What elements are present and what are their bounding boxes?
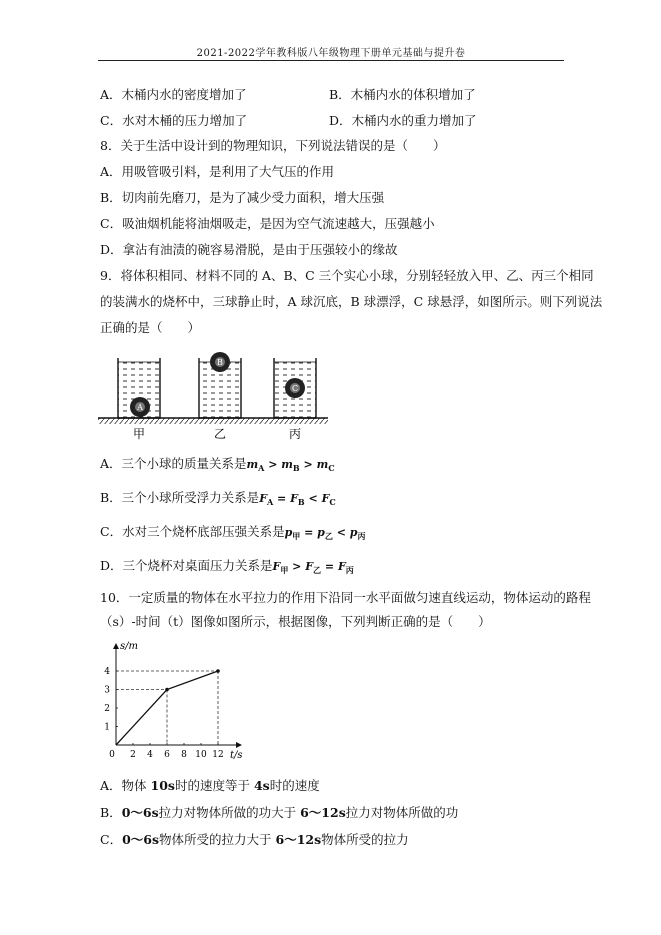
- q10-option-a-prefix: A．物体: [100, 778, 151, 793]
- page-header: 2021-2022学年教科版八年级物理下册单元基础与提升卷: [196, 48, 466, 59]
- q10-option-c-suffix: 物体所受的拉力: [321, 832, 409, 847]
- q10-option-c-time1: 0～6s: [122, 832, 160, 847]
- q10-option-b-prefix: B．: [100, 805, 122, 820]
- beaker-jia: [118, 358, 160, 418]
- q9-option-b-text: B．三个小球所受浮力关系是: [100, 490, 260, 505]
- data-point: [165, 688, 169, 692]
- x-tick-label: 2: [130, 750, 136, 760]
- q10-option-c-middle: 物体所受的拉力大于: [159, 832, 276, 847]
- q10-option-b-middle: 拉力对物体所做的功大于: [158, 805, 301, 820]
- q9-option-b-formula: $F_A = F_B < F_C$: [259, 492, 336, 507]
- y-tick-label: 1: [104, 722, 110, 733]
- q10-option-b-time1: 0～6s: [121, 805, 159, 820]
- q9-option-a-formula: $m_A > m_B > m_C$: [246, 458, 335, 473]
- q8-option-d: D．拿沾有油渍的碗容易滑脱，是由于压强较小的缘故: [100, 242, 398, 257]
- beaker-label-yi: 乙: [213, 427, 227, 441]
- x-axis-arrow: [236, 742, 242, 748]
- x-tick-label: 12: [212, 750, 224, 760]
- q7-option-a: A．木桶内水的密度增加了: [100, 87, 247, 102]
- q8-option-a: A．用吸管吸引料，是利用了大气压的作用: [100, 164, 335, 179]
- s-t-chart: [98, 640, 298, 770]
- q10-option-a-time2: 4s: [253, 778, 270, 793]
- q7-option-c: C．水对木桶的压力增加了: [100, 113, 248, 128]
- q9-stem-line1: 9．将体积相同、材料不同的 A、B、C 三个实心小球，分别轻轻放入甲、乙、丙三个相同: [100, 268, 594, 283]
- data-point: [216, 669, 220, 673]
- q7-option-d: D．木桶内水的重力增加了: [329, 113, 477, 128]
- beaker-label-bing: 丙: [288, 427, 302, 441]
- y-tick-label: 3: [104, 685, 110, 696]
- q8-option-b: B．切肉前先磨刀，是为了减少受力面积，增大压强: [100, 190, 385, 205]
- q10-option-c: [100, 832, 409, 848]
- q9-option-d-formula: $F_甲 > F_乙 = F_丙$: [272, 560, 354, 575]
- q10-stem-line2: （s）-时间（t）图像如图所示，根据图像，下列判断正确的是（ ）: [100, 614, 491, 629]
- q9-option-b: [100, 490, 336, 510]
- q9-option-d: [100, 558, 354, 578]
- q10-option-c-prefix: C．: [100, 832, 123, 847]
- x-tick-label: 4: [147, 750, 153, 760]
- beakers-figure: [98, 348, 328, 443]
- q10-option-b-suffix: 拉力对物体所做的功: [345, 805, 459, 820]
- q10-stem-line1: 10．一定质量的物体在水平拉力的作用下沿同一水平面做匀速直线运动，物体运动的路程: [100, 590, 591, 605]
- beaker-bing: [274, 358, 316, 418]
- ball-c-label: C: [291, 384, 299, 393]
- ball-a-label: A: [137, 403, 143, 412]
- q9-option-c-text: C．水对三个烧杯底部压强关系是: [100, 524, 285, 539]
- series-line: [116, 671, 218, 745]
- y-tick-label: 4: [104, 667, 110, 677]
- q9-stem-line3: 正确的是（ ）: [100, 320, 201, 335]
- y-tick-label: 2: [104, 704, 110, 714]
- q9-option-a-text: A．三个小球的质量关系是: [100, 456, 247, 471]
- q10-option-b-time2: 6～12s: [300, 805, 346, 820]
- x-tick-label: 6: [164, 750, 170, 760]
- q9-option-d-text: D．三个烧杯对桌面压力关系是: [100, 558, 273, 573]
- q9-option-c: [100, 524, 365, 544]
- x-tick-label: 0: [109, 750, 115, 760]
- q8-option-c: C．吸油烟机能将油烟吸走，是因为空气流速越大，压强越小: [100, 216, 435, 231]
- q10-option-c-time2: 6～12s: [275, 832, 322, 847]
- beaker-yi: [199, 352, 241, 418]
- y-axis-arrow: [113, 643, 119, 649]
- x-tick-label: 10: [195, 750, 207, 760]
- q8-stem: 8．关于生活中设计到的物理知识，下列说法错误的是（ ）: [100, 138, 446, 153]
- x-tick-label: 8: [181, 750, 187, 760]
- q10-option-a-middle: 时的速度等于: [174, 778, 254, 793]
- q10-option-a-suffix: 时的速度: [269, 778, 320, 793]
- ball-b-label: B: [217, 358, 223, 367]
- beaker-label-jia: 甲: [132, 427, 146, 441]
- q9-option-a: [100, 456, 335, 476]
- y-axis-label: s/m: [120, 641, 138, 652]
- q9-option-c-formula: $p_甲 = p_乙 < p_丙$: [284, 526, 366, 541]
- q10-option-a: [100, 778, 320, 794]
- q10-option-b: [100, 805, 458, 821]
- x-axis-label: t/s: [230, 750, 243, 761]
- q10-option-a-time1: 10s: [150, 778, 175, 793]
- q7-option-b: B．木桶内水的体积增加了: [329, 87, 476, 102]
- header-rule: [98, 60, 564, 61]
- q9-stem-line2: 的装满水的烧杯中，三球静止时，A 球沉底，B 球漂浮，C 球悬浮，如图所示。则下列说法: [100, 294, 603, 309]
